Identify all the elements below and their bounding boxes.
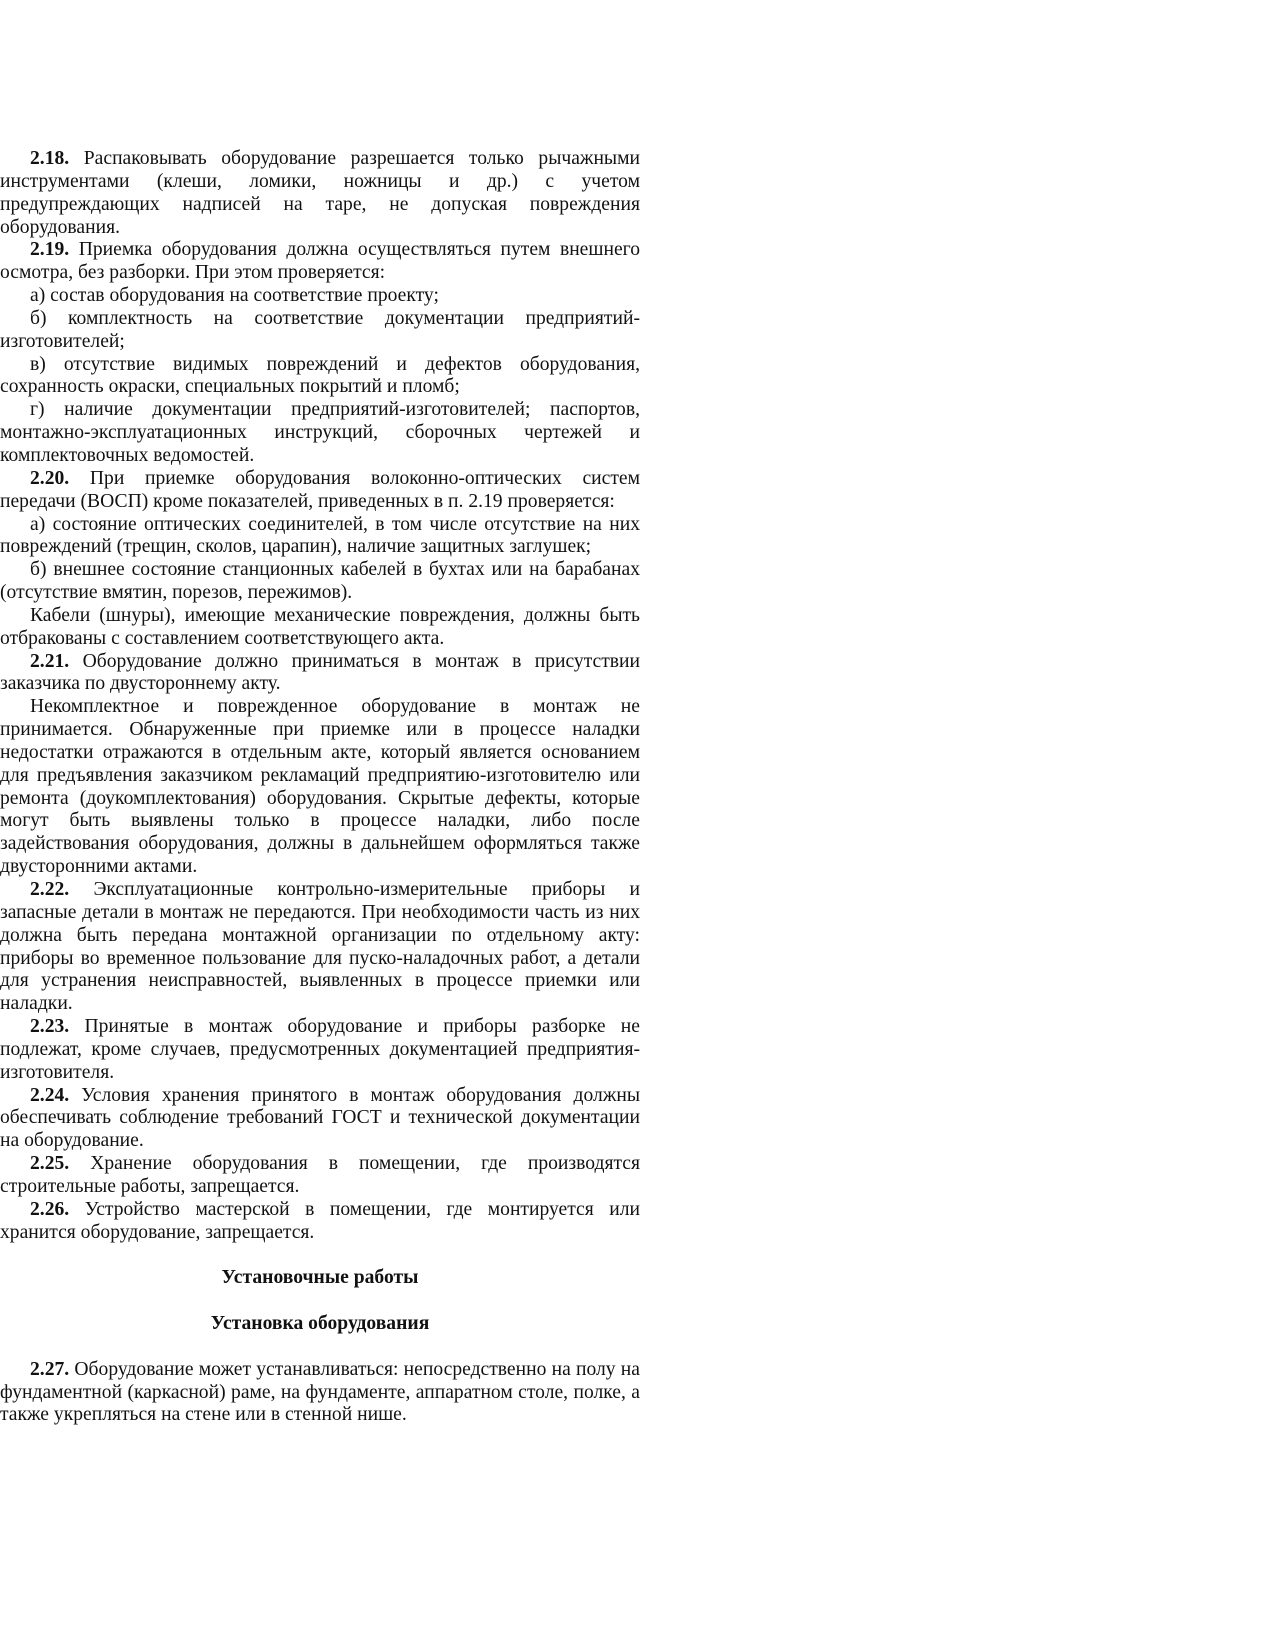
- paragraph-text: При приемке оборудования волоконно-оптических систем передачи (ВОСП) кроме показателей, приведенных в п. 2.19 проверяется:: [0, 467, 640, 512]
- paragraph-text: а) состояние оптических соединителей, в том числе отсутствие на них повреждений (трещин, сколов, царапин), наличие защитных заглушек;: [0, 513, 640, 558]
- paragraph-text: Условия хранения принятого в монтаж оборудования должны обеспечивать соблюдение требований ГОСТ и технической документации на оборудование.: [0, 1084, 640, 1152]
- paragraph-text: Распаковывать оборудование разрешается только рычажными инструментами (клеши, ломики, ножницы и др.) с учетом предупреждающих надписей на таре, не допуская повреждения оборудования.: [0, 148, 640, 238]
- paragraph-text: б) внешнее состояние станционных кабелей в бухтах или на барабанах (отсутствие вмятин, порезов, пережимов).: [0, 559, 640, 604]
- paragraph-cables: [0, 605, 640, 651]
- paragraph-incomplete-equipment: [0, 696, 640, 879]
- paragraph-2-22: [0, 879, 640, 1016]
- paragraph-2-24: [0, 1085, 640, 1154]
- clause-number: 2.27.: [30, 1358, 70, 1380]
- clause-number: 2.24.: [30, 1084, 70, 1106]
- paragraph-text: Принятые в монтаж оборудование и приборы разборке не подлежат, кроме случаев, предусмотренных документацией предприятия-изготовителя.: [0, 1016, 640, 1083]
- paragraph-text: Оборудование может устанавливаться: непосредственно на полу на фундаментной (каркасной) раме, на фундаменте, аппаратном столе, полке, а также укрепляться на стене или в стенной нише.: [0, 1358, 640, 1426]
- paragraph-2-27: [0, 1359, 640, 1428]
- paragraph-text: Оборудование должно приниматься в монтаж в присутствии заказчика по двустороннему акту.: [0, 650, 640, 695]
- paragraph-2-20: [0, 468, 640, 514]
- paragraph-text: Эксплуатационные контрольно-измерительные приборы и запасные детали в монтаж не передаются. При необходимости часть из них должна быть передана монтажной организации по отдельному акту: приборы во временное пользование для пуско-наладочных работ, а детали для устранения неисправностей, выявленных в процессе приемки или наладки.: [0, 879, 640, 1015]
- list-item-b: [0, 559, 640, 605]
- paragraph-2-26: [0, 1199, 640, 1245]
- paragraph-text: б) комплектность на соответствие документации предприятий-изготовителей;: [0, 307, 640, 352]
- paragraph-2-21: [0, 651, 640, 697]
- spacer: [0, 1245, 640, 1268]
- list-item-a: [0, 285, 640, 308]
- spacer: [0, 1290, 640, 1313]
- paragraph-2-25: [0, 1153, 640, 1199]
- clause-number: 2.26.: [30, 1198, 70, 1220]
- paragraph-text: Устройство мастерской в помещении, где монтируется или хранится оборудование, запрещается.: [0, 1198, 641, 1243]
- paragraph-2-23: [0, 1016, 640, 1085]
- paragraph-text: Приемка оборудования должна осуществляться путем внешнего осмотра, без разборки. При этом проверяется:: [0, 239, 640, 284]
- clause-number: 2.19.: [30, 239, 70, 261]
- clause-number: 2.22.: [30, 879, 70, 900]
- clause-number: 2.23.: [30, 1016, 70, 1038]
- paragraph-text: Кабели (шнуры), имеющие механические повреждения, должны быть отбракованы с составлением соответствующего акта.: [0, 604, 640, 649]
- list-item-v: [0, 354, 640, 400]
- paragraph-2-19: [0, 239, 640, 285]
- clause-number: 2.25.: [30, 1153, 70, 1175]
- list-item-b: [0, 308, 640, 354]
- clause-number: 2.18.: [30, 148, 70, 169]
- list-item-a: [0, 514, 640, 560]
- paragraph-text: а) состав оборудования на соответствие проекту;: [30, 285, 439, 307]
- paragraph-2-18: [0, 148, 640, 239]
- clause-number: 2.21.: [30, 650, 70, 672]
- paragraph-text: г) наличие документации предприятий-изготовителей; паспортов, монтажно-эксплуатационных инструкций, сборочных чертежей и комплектовочных ведомостей.: [0, 399, 640, 466]
- paragraph-text: Хранение оборудования в помещении, где производятся строительные работы, запрещается.: [0, 1153, 641, 1197]
- spacer: [0, 1336, 640, 1359]
- list-item-g: [0, 399, 640, 468]
- clause-number: 2.20.: [30, 467, 70, 489]
- subsection-heading: Установка оборудования: [210, 1313, 430, 1335]
- paragraph-text: в) отсутствие видимых повреждений и дефектов оборудования, сохранность окраски, специальных покрытий и пломб;: [0, 353, 640, 398]
- section-heading: Установочные работы: [221, 1267, 419, 1289]
- paragraph-text: Некомплектное и поврежденное оборудование в монтаж не принимается. Обнаруженные при приемке или в процессе наладки недостатки отражаются в отдельным акте, который является основанием для предъявления заказчиком рекламаций предприятию-изготовителю или ремонта (доукомплектования) оборудования. Скрытые дефекты, которые могут быть выявлены только в процессе наладки, либо после задействования оборудования, должны в дальнейшем оформляться также двусторонними актами.: [0, 696, 640, 878]
- document-page: [0, 148, 640, 1427]
